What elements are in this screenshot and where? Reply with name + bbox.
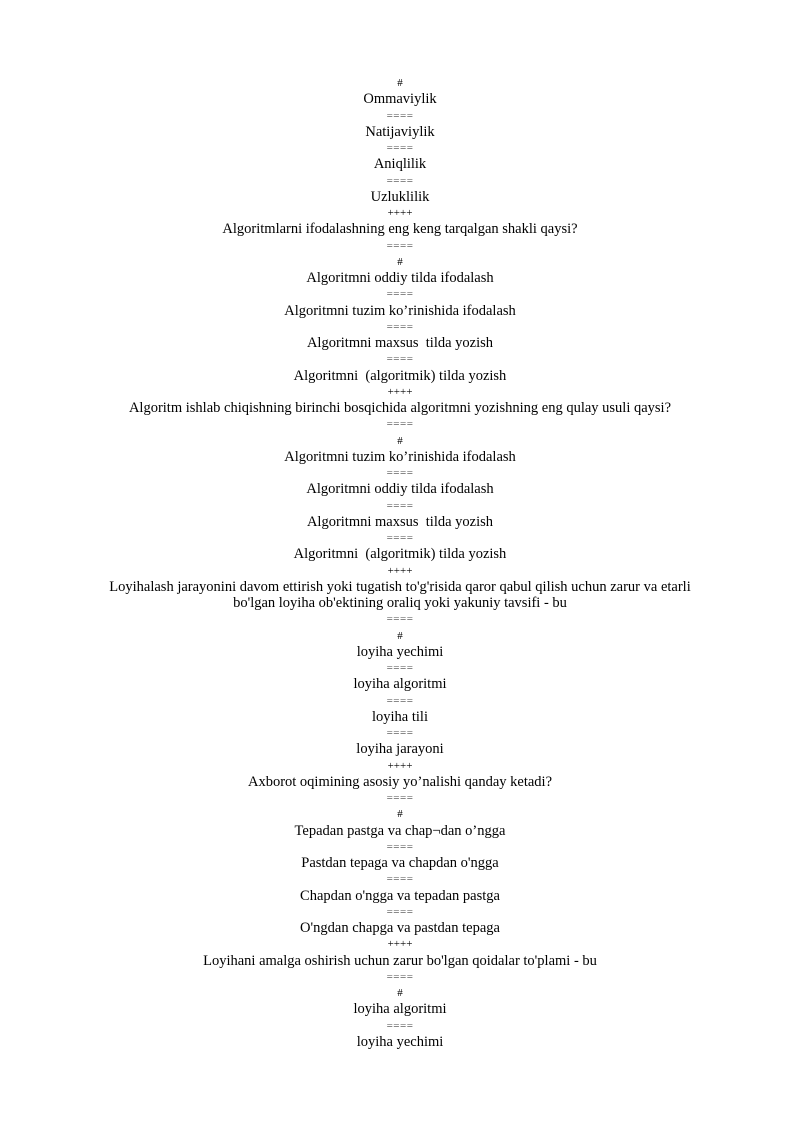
answer-option: loyiha tili <box>372 708 428 725</box>
answer-option: Algoritmni maxsus tilda yozish <box>306 335 494 351</box>
marker-line: ++++ <box>387 564 413 577</box>
separator-line: ==== <box>386 694 414 707</box>
marker-line: # <box>397 255 403 268</box>
answer-option: loyiha algoritmi <box>353 1001 447 1018</box>
answer-option: Aniqlilik <box>373 156 427 173</box>
separator-line: ==== <box>386 613 414 626</box>
answer-option: Algoritmni tuzim ko’rinishida ifodalash <box>284 448 516 465</box>
answer-option: Tepadan pastga va chap¬dan o’ngga <box>294 822 506 839</box>
answer-option: Algoritmni oddiy tilda ifodalash <box>306 270 494 286</box>
answer-option: Algoritmni tuzim ko’rinishida ifodalash <box>284 302 516 319</box>
marker-line: ++++ <box>387 385 413 398</box>
separator-line: ==== <box>386 1019 414 1032</box>
separator-line: ==== <box>386 239 414 252</box>
answer-option: Algoritmni (algoritmik) tilda yozish <box>293 546 507 563</box>
answer-option: Natijaviylik <box>365 123 435 140</box>
marker-line: ++++ <box>387 759 413 772</box>
answer-option: loyiha yechimi <box>356 1033 444 1050</box>
separator-line: ==== <box>386 174 414 187</box>
answer-option: O'ngdan chapga va pastdan tepaga <box>300 920 500 936</box>
question-text: Loyihalash jarayonini davom ettirish yoki tugatish to'g'risida qaror qabul qilish uchun zarur va etarli <box>109 578 691 595</box>
question-text: Loyihani amalga oshirish uchun zarur bo'lgan qoidalar to'plami - bu <box>203 952 597 969</box>
separator-line: ==== <box>386 109 414 122</box>
marker-line: # <box>397 77 403 89</box>
separator-line: ==== <box>386 727 414 739</box>
separator-line: ==== <box>386 353 414 366</box>
separator-line: ==== <box>386 970 414 983</box>
question-text: bo'lgan loyiha ob'ektining oraliq yoki yakuniy tavsifi - bu <box>233 595 567 611</box>
separator-line: ==== <box>386 662 414 674</box>
marker-line: ++++ <box>387 207 413 219</box>
separator-line: ==== <box>386 320 414 333</box>
answer-option: Pastdan tepaga va chapdan o'ngga <box>301 855 499 871</box>
separator-line: ==== <box>386 288 414 301</box>
separator-line: ==== <box>386 840 414 853</box>
separator-line: ==== <box>386 499 414 512</box>
marker-line: # <box>397 987 403 999</box>
question-text: Algoritmlarni ifodalashning eng keng tarqalgan shakli qaysi? <box>222 221 578 238</box>
marker-line: ++++ <box>387 938 413 951</box>
question-text: Axborot oqimining asosiy yo’nalishi qanday ketadi? <box>247 773 553 790</box>
answer-option: Ommaviylik <box>363 91 437 108</box>
separator-line: ==== <box>386 792 414 804</box>
answer-option: Uzluklilik <box>370 188 430 205</box>
marker-line: # <box>397 434 403 447</box>
separator-line: ==== <box>386 142 414 154</box>
document-page <box>0 75 800 1050</box>
answer-option: loyiha yechimi <box>356 643 444 660</box>
separator-line: ==== <box>386 532 414 544</box>
answer-option: loyiha algoritmi <box>353 676 447 693</box>
answer-option: Chapdan o'ngga va tepadan pastga <box>300 887 500 904</box>
answer-option: Algoritmni maxsus tilda yozish <box>306 513 494 530</box>
separator-line: ==== <box>386 418 414 431</box>
question-text: Algoritm ishlab chiqishning birinchi bosqichida algoritmni yozishning eng qulay usuli qaysi? <box>128 400 672 416</box>
marker-line: # <box>397 808 403 821</box>
separator-line: ==== <box>386 905 414 918</box>
separator-line: ==== <box>386 873 414 886</box>
answer-option: Algoritmni (algoritmik) tilda yozish <box>293 367 507 384</box>
separator-line: ==== <box>386 467 414 479</box>
answer-option: Algoritmni oddiy tilda ifodalash <box>306 481 494 498</box>
answer-option: loyiha jarayoni <box>356 741 444 758</box>
marker-line: # <box>397 629 403 642</box>
